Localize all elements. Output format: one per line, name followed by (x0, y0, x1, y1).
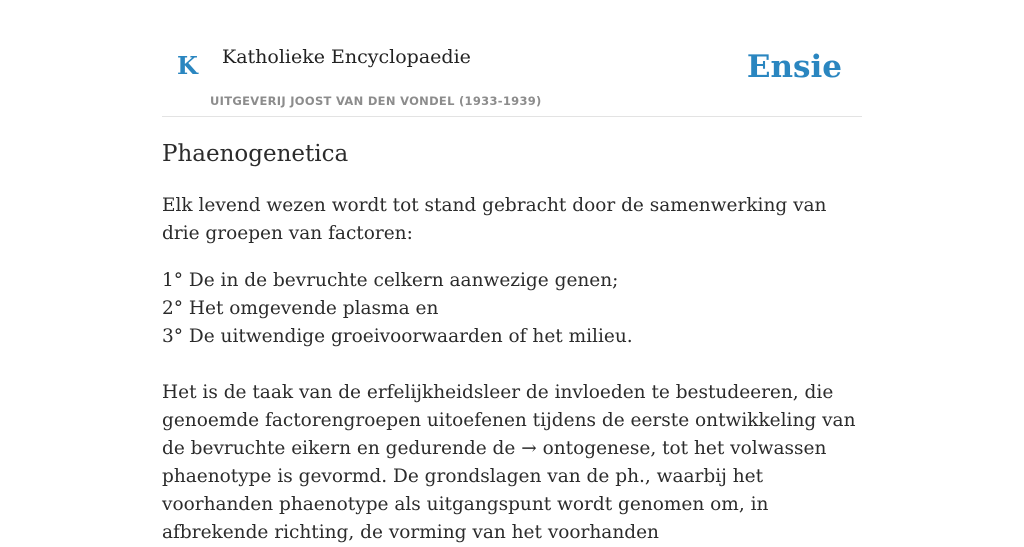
list-item: 1° De in de bevruchte celkern aanwezige genen; (162, 270, 619, 291)
article-content (162, 138, 866, 547)
site-header (162, 40, 862, 117)
article-intro: Elk levend wezen wordt tot stand gebracht door de samenwerking van drie groepen van factoren: (162, 195, 827, 244)
list-item: 3° De uitwendige groeivoorwaarden of het milieu. (162, 326, 633, 347)
site-title[interactable]: Katholieke Encyclopaedie (222, 46, 471, 68)
publisher-label: UITGEVERIJ JOOST VAN DEN VONDEL (1933-1939) (210, 94, 542, 108)
factor-list (162, 267, 866, 351)
article-title: Phaenogenetica (162, 141, 349, 167)
ensie-brand-link[interactable]: Ensie (746, 49, 842, 85)
list-item: 2° Het omgevende plasma en (162, 298, 439, 319)
site-logo[interactable]: K (177, 51, 198, 80)
article-body: Het is de taak van de erfelijkheidsleer de invloeden te bestudeeren, die genoemde factorengroepen uitoefenen tijdens de eerste ontwikkeling van de bevruchte eikern en gedurende de → ontogenese, tot het volwassen phaenotype is gevormd. De grondslagen van de ph., waarbij het voorhanden phaenotype als uitgangspunt wordt genomen om, in afbrekende richting, de vorming van het voorhanden (162, 382, 856, 543)
